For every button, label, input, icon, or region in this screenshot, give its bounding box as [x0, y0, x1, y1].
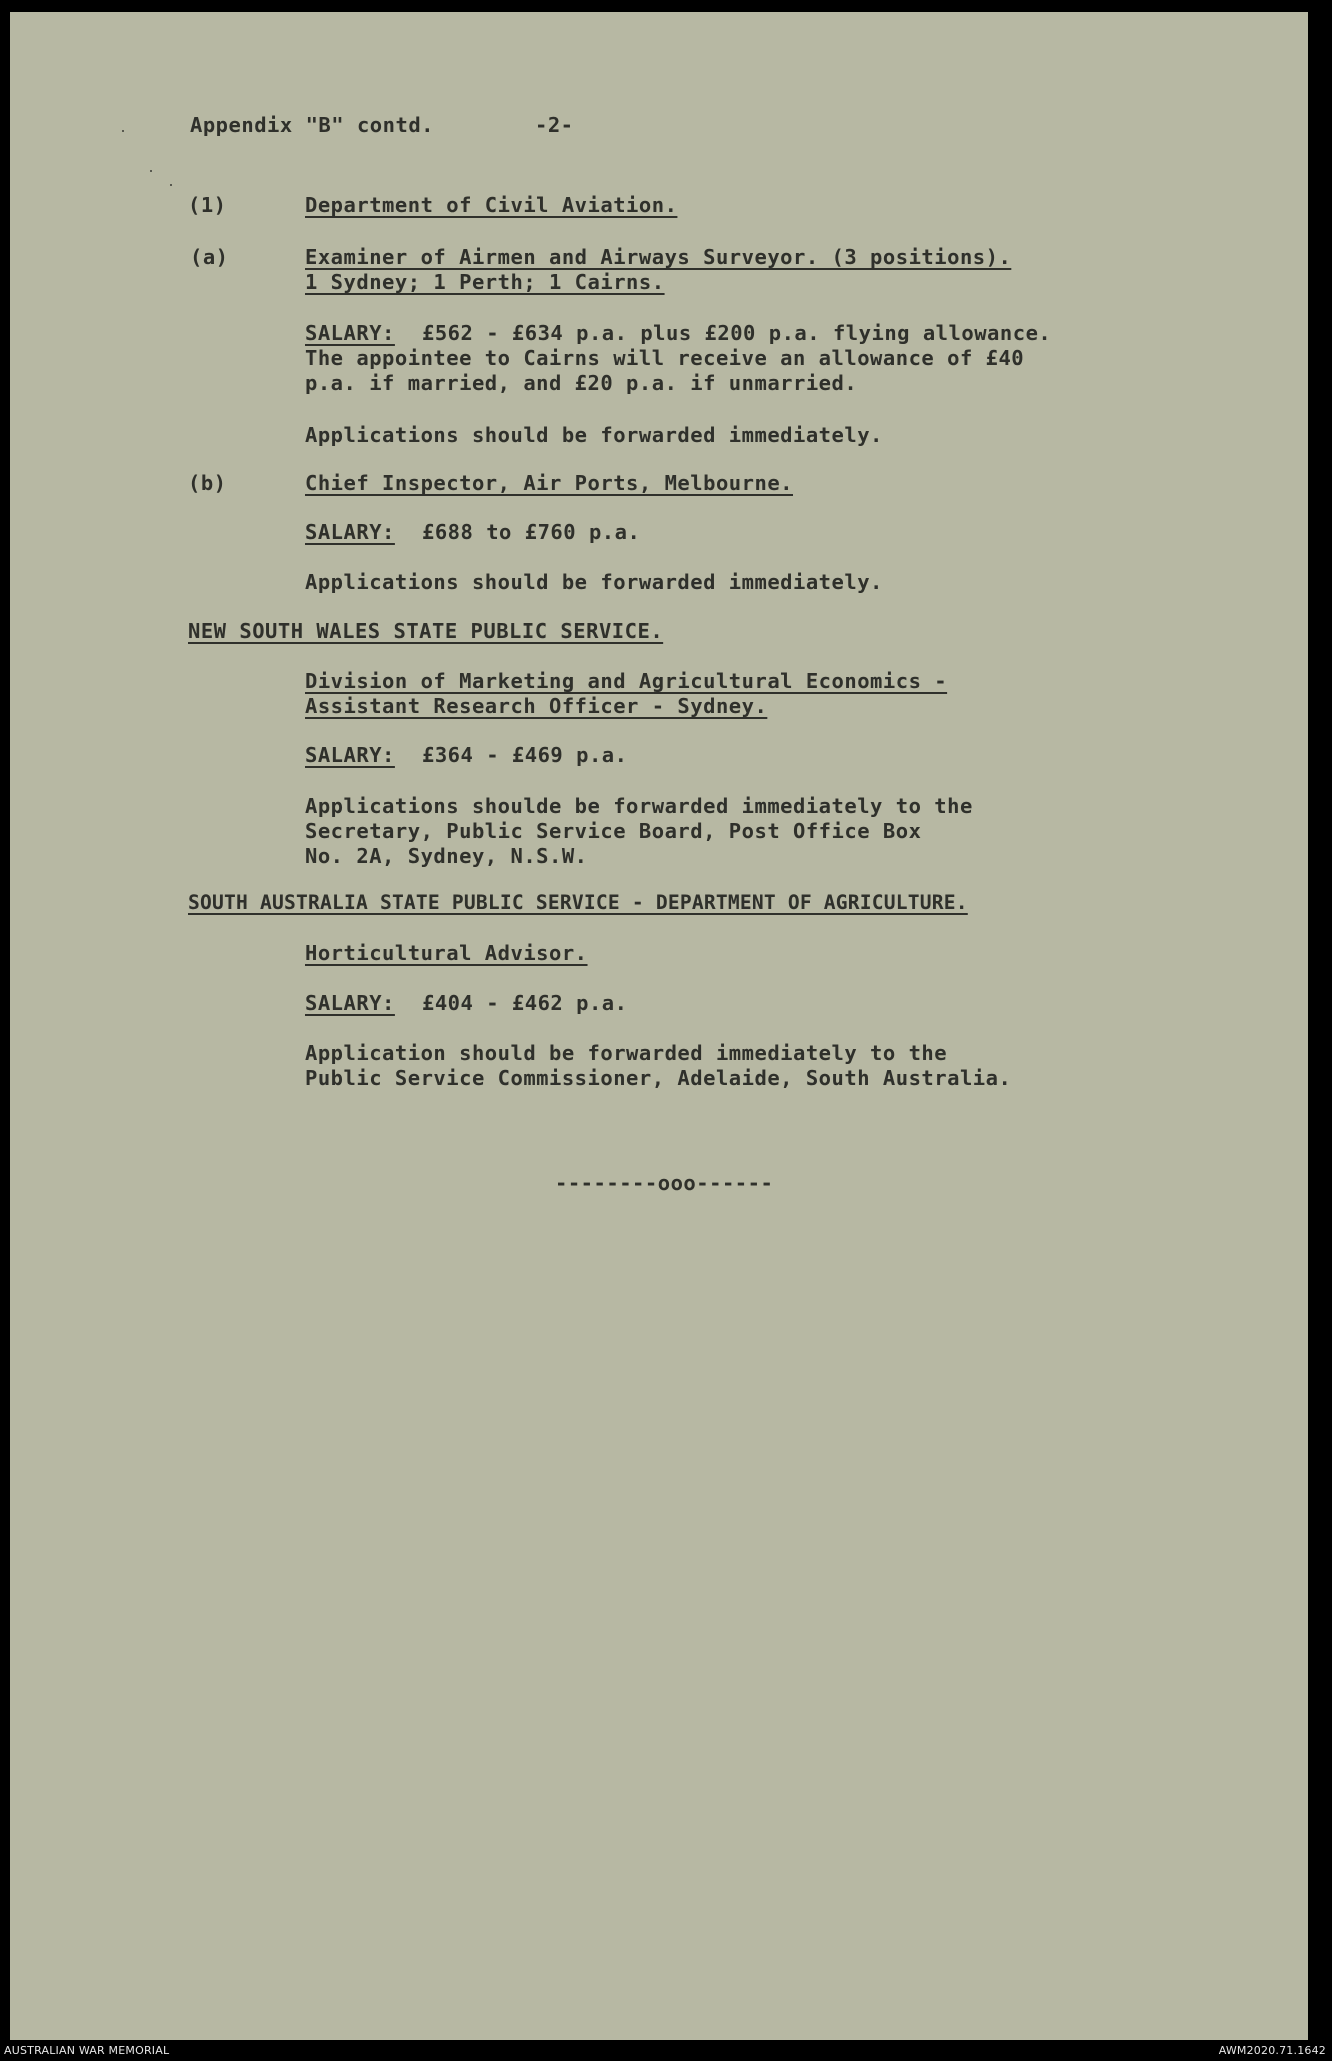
- salary-label: SALARY:: [305, 743, 395, 767]
- nsw-title-line2: Assistant Research Officer - Sydney.: [305, 694, 768, 718]
- section-heading-nsw: NEW SOUTH WALES STATE PUBLIC SERVICE.: [188, 619, 664, 643]
- ink-speck: [170, 184, 172, 186]
- sa-applications-line2: Public Service Commissioner, Adelaide, South Australia.: [305, 1066, 1012, 1090]
- sa-applications-line1: Application should be forwarded immediately to the: [305, 1041, 948, 1065]
- nsw-applications-line1: Applications shoulde be forwarded immediately to the: [305, 794, 973, 818]
- page-number: -2-: [535, 113, 574, 137]
- item-marker-a: (a): [190, 245, 229, 269]
- salary-label: SALARY:: [305, 520, 395, 544]
- footer-archive-name: AUSTRALIAN WAR MEMORIAL: [4, 2044, 170, 2057]
- item-b-title: Chief Inspector, Air Ports, Melbourne.: [305, 471, 793, 495]
- sa-salary: £404 - £462 p.a.: [422, 991, 628, 1015]
- document-page: [10, 12, 1308, 2040]
- item-marker-b: (b): [188, 471, 227, 495]
- footer-reference-number: AWM2020.71.1642: [1218, 2044, 1326, 2057]
- section-marker: (1): [188, 193, 227, 217]
- nsw-salary: £364 - £469 p.a.: [422, 743, 628, 767]
- nsw-applications-line3: No. 2A, Sydney, N.S.W.: [305, 844, 588, 868]
- end-divider: --------ooo------: [555, 1171, 774, 1195]
- sa-title: Horticultural Advisor.: [305, 941, 588, 965]
- salary-label: SALARY:: [305, 321, 395, 345]
- section-heading-south-australia: SOUTH AUSTRALIA STATE PUBLIC SERVICE - DEPARTMENT OF AGRICULTURE.: [188, 891, 968, 914]
- item-a-title-line1: Examiner of Airmen and Airways Surveyor. (3 positions).: [305, 245, 1012, 269]
- section-heading-civil-aviation: Department of Civil Aviation.: [305, 193, 678, 217]
- item-b-applications: Applications should be forwarded immediately.: [305, 570, 883, 594]
- appendix-title: Appendix "B" contd.: [190, 113, 434, 137]
- ink-speck: [122, 130, 124, 132]
- item-a-salary-line1: £562 - £634 p.a. plus £200 p.a. flying allowance.: [422, 321, 1052, 345]
- nsw-applications-line2: Secretary, Public Service Board, Post Office Box: [305, 819, 922, 843]
- item-a-applications: Applications should be forwarded immediately.: [305, 423, 883, 447]
- item-a-title-line2: 1 Sydney; 1 Perth; 1 Cairns.: [305, 270, 665, 294]
- salary-label: SALARY:: [305, 991, 395, 1015]
- nsw-title-line1: Division of Marketing and Agricultural Economics -: [305, 669, 948, 693]
- ink-speck: [150, 170, 152, 172]
- item-b-salary: £688 to £760 p.a.: [422, 520, 641, 544]
- item-a-salary-line2: The appointee to Cairns will receive an allowance of £40: [305, 346, 1025, 370]
- item-a-salary-line3: p.a. if married, and £20 p.a. if unmarried.: [305, 371, 858, 395]
